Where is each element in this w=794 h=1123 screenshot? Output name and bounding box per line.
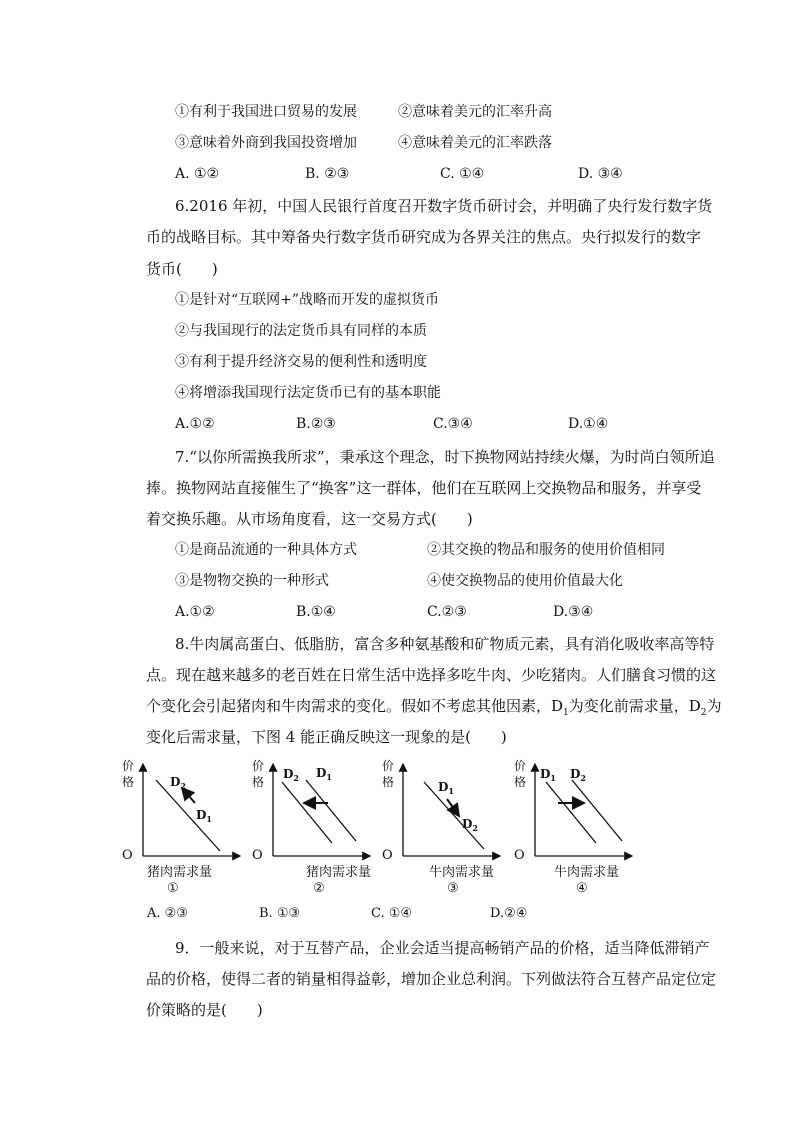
- q8-stem-line-3-end: 为: [706, 697, 722, 715]
- graph-2-origin: O: [252, 848, 263, 863]
- graph-4-y-label: 价格: [514, 759, 527, 789]
- q8-stem-line-4: 变化后需求量，下图 4 能正确反映这一现象的是( ): [146, 728, 507, 746]
- graph-1-y-label: 价格: [122, 759, 135, 789]
- graph-3-y-label: 价格: [382, 759, 395, 789]
- q8-answer-b: B. ①③: [259, 906, 301, 921]
- q7-option-4: ④使交换物品的使用价值最大化: [427, 573, 623, 589]
- q7-answer-b: B.①④: [296, 604, 336, 620]
- d2-label: $D_2$: [462, 817, 478, 833]
- q7-stem-line-2: 捧。换物网站直接催生了“换客”这一群体，他们在互联网上交换物品和服务，并享受: [146, 479, 702, 497]
- q5-answer-a: A. ①②: [175, 166, 220, 182]
- q7-option-3: ③是物物交换的一种形式: [175, 573, 329, 589]
- q8-answer-a: A. ②③: [147, 906, 188, 921]
- q6-stem-line-2: 币的战略目标。其中筹备央行数字货币研究成为各界关注的焦点。央行拟发行的数字: [146, 228, 702, 246]
- d1-label: $D_1$: [551, 697, 569, 718]
- graph-4-x-label: 牛肉需求量: [554, 865, 620, 880]
- q6-answer-d: D.①④: [568, 416, 609, 432]
- q7-answer-c: C.②③: [427, 604, 467, 620]
- demand-curve-d1: [306, 780, 356, 841]
- graph-3-caption: ③: [447, 881, 459, 896]
- q6-stem-line-3: 货币( ): [146, 260, 218, 278]
- d1-label: $D_1$: [540, 767, 556, 783]
- q7-option-1: ①是商品流通的一种具体方式: [175, 542, 357, 558]
- q6-answer-b: B.②③: [296, 416, 336, 432]
- q7-stem-line-3: 着交换乐趣。从市场角度看，这一交易方式( ): [146, 510, 473, 528]
- q8-stem-line-3: [146, 697, 722, 722]
- graph-4-caption: ④: [576, 881, 588, 896]
- graph-1-x-label: 猪肉需求量: [147, 865, 213, 880]
- demand-graph-3: [378, 758, 508, 878]
- graph-1-origin: O: [122, 848, 133, 863]
- q9-stem-line-2: 品的价格，使得二者的销量相得益彰，增加企业总利润。下列做法符合互替产品定位定: [146, 970, 717, 988]
- graph-2-x-label: 猪肉需求量: [306, 865, 372, 880]
- graph-4-origin: O: [514, 848, 525, 863]
- q5-answer-d: D. ③④: [578, 166, 623, 182]
- demand-curve-d2: [572, 780, 622, 841]
- q8-stem-line-3-text: 个变化会引起猪肉和牛肉需求的变化。假如不考虑其他因素，: [146, 697, 552, 715]
- demand-graph-4: [510, 758, 640, 878]
- q8-stem-line-1: 8.牛肉属高蛋白、低脂肪，富含多种氨基酸和矿物质元素，具有消化吸收率高等特: [175, 635, 715, 653]
- q6-option-2: ②与我国现行的法定货币具有同样的本质: [175, 323, 427, 339]
- q6-option-3: ③有利于提升经济交易的便利性和透明度: [175, 354, 427, 370]
- d2-label: $D_2$: [570, 767, 586, 783]
- demand-curve-d1: [546, 782, 596, 843]
- q6-option-1: ①是针对“互联网+”战略而开发的虚拟货币: [175, 292, 440, 308]
- graph-3-origin: O: [382, 848, 393, 863]
- q5-answer-c: C. ①④: [440, 166, 485, 182]
- q8-answer-d: D.②④: [490, 906, 528, 921]
- q7-answer-d: D.③④: [553, 604, 594, 620]
- q7-stem-line-1: 7.“以你所需换我所求”，秉承这个理念，时下换物网站持续火爆，为时尚白领所追: [175, 448, 715, 466]
- graph-3-x-label: 牛肉需求量: [429, 865, 495, 880]
- q7-option-2: ②其交换的物品和服务的使用价值相同: [427, 542, 665, 558]
- q6-option-4: ④将增添我国现行法定货币已有的基本职能: [175, 385, 441, 401]
- demand-curve-d2: [282, 782, 332, 843]
- demand-graph-1: [118, 758, 248, 878]
- d2-label: $D_2$: [170, 775, 186, 791]
- demand-curve: [424, 782, 484, 849]
- q8-stem-line-2: 点。现在越来越多的老百姓在日常生活中选择多吃牛肉、少吃猪肉。人们膳食习惯的这: [146, 666, 717, 684]
- q5-option-2: ②意味着美元的汇率升高: [398, 104, 552, 120]
- q7-answer-a: A.①②: [175, 604, 215, 620]
- d2-label: $D_2$: [688, 697, 707, 718]
- d1-label: $D_1$: [316, 766, 332, 782]
- graph-1-caption: ①: [167, 881, 179, 896]
- q6-answer-c: C.③④: [433, 416, 473, 432]
- q8-stem-line-3-mid: 为变化前需求量，: [568, 697, 689, 715]
- q6-answer-a: A.①②: [175, 416, 215, 432]
- d2-label: $D_2$: [283, 767, 299, 783]
- d1-label: $D_1$: [438, 780, 454, 796]
- q6-stem-line-1: 6.2016 年初，中国人民银行首度召开数字货币研讨会，并明确了央行发行数字货: [175, 197, 713, 215]
- q5-option-3: ③意味着外商到我国投资增加: [175, 135, 357, 151]
- q8-answer-c: C. ①④: [371, 906, 413, 921]
- q5-option-1: ①有利于我国进口贸易的发展: [175, 104, 357, 120]
- q9-stem-line-3: 价策略的是( ): [146, 1001, 263, 1019]
- d1-label: $D_1$: [196, 808, 212, 824]
- q9-stem-line-1: 9．一般来说，对于互替产品，企业会适当提高畅销产品的价格，适当降低滞销产: [175, 939, 710, 957]
- q5-option-4: ④意味着美元的汇率跌落: [398, 135, 552, 151]
- q5-answer-b: B. ②③: [305, 166, 350, 182]
- graph-2-y-label: 价格: [252, 759, 265, 789]
- graph-2-caption: ②: [313, 881, 325, 896]
- demand-graph-2: [248, 758, 378, 878]
